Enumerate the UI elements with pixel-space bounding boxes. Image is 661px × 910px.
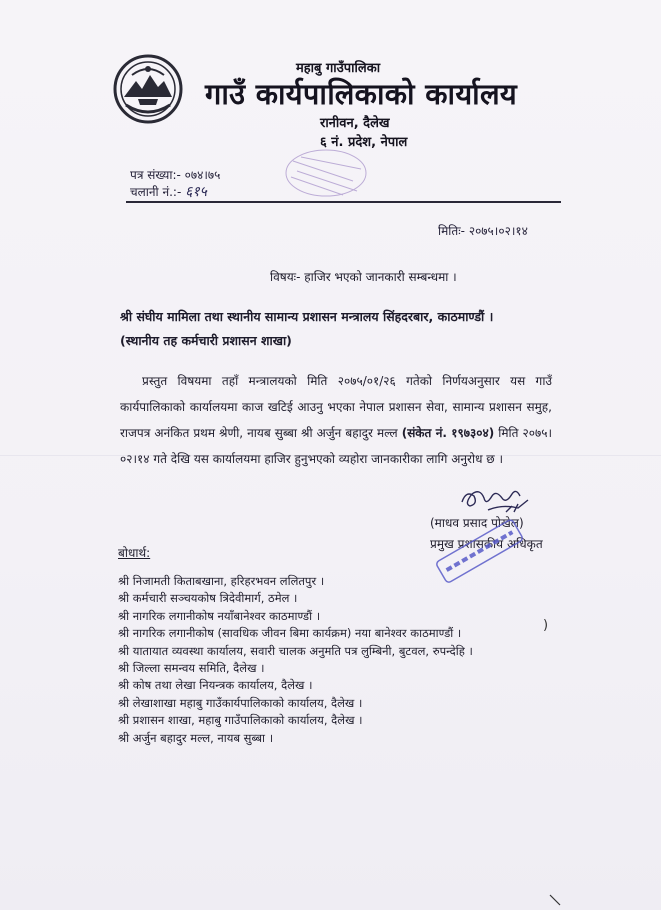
dispatch-number-label: चलानी नं.:- bbox=[130, 185, 182, 199]
addressee-line-1: श्री संघीय मामिला तथा स्थानीय सामान्य प्रशासन मन्त्रालय सिंहदरबार, काठमाण्डौं । bbox=[120, 309, 494, 324]
dispatch-number-value: ६१५ bbox=[185, 184, 207, 200]
cc-item: श्री कर्मचारी सञ्चयकोष त्रिदेवीमार्ग, ठमेल । bbox=[118, 591, 298, 606]
header-divider bbox=[126, 201, 561, 203]
cc-item: श्री कोष तथा लेखा नियन्त्रक कार्यालय, दैलेख । bbox=[118, 678, 313, 693]
subject-label: विषयः- bbox=[270, 270, 301, 284]
body-part-2: मिति २०७५।०२।१४ गते देखि यस कार्यालयमा हाजिर हुनुभएको व्यहोरा जानकारीका लागि अनुरोध छ । bbox=[120, 426, 552, 466]
government-emblem-logo bbox=[112, 53, 184, 125]
reference-numbers bbox=[130, 167, 220, 201]
letter-date bbox=[438, 222, 568, 239]
letter-number-row bbox=[130, 167, 220, 184]
letter-body bbox=[120, 368, 552, 472]
signatory-name: (माधव प्रसाद पोखेल) bbox=[430, 516, 524, 530]
address-line-1: रानीवन, दैलेख bbox=[320, 116, 390, 131]
signatory-designation: प्रमुख प्रशासकीय अधिकृत bbox=[430, 537, 543, 551]
subject-text: हाजिर भएको जानकारी सम्बन्धमा । bbox=[304, 270, 457, 284]
stray-bracket-mark: ) bbox=[543, 618, 549, 633]
office-title: गाउँ कार्यपालिकाको कार्यालय bbox=[205, 77, 518, 111]
addressee-block bbox=[120, 305, 550, 353]
corner-pen-mark bbox=[548, 893, 562, 907]
letter-number-value: ०७४।७५ bbox=[184, 168, 221, 182]
date-value: २०७५।०२।१४ bbox=[468, 224, 528, 238]
cc-item: श्री नागरिक लगानीकोष (सावधिक जीवन बिमा कार्यक्रम) नया बानेश्वर काठमाण्डौं । bbox=[118, 626, 462, 641]
dispatch-number-row bbox=[130, 184, 220, 201]
body-code: (संकेत नं. १९७३०४) bbox=[401, 426, 495, 440]
cc-item: श्री जिल्ला समन्वय समिति, दैलेख । bbox=[118, 661, 265, 676]
cc-item: श्री प्रशासन शाखा, महाबु गाउँपालिकाको कार्यालय, दैलेख । bbox=[118, 713, 363, 728]
cc-label: बोधार्थ: bbox=[118, 546, 151, 560]
cc-item: श्री लेखाशाखा महाबु गाउँकार्यपालिकाको कार्यालय, दैलेख । bbox=[118, 695, 363, 710]
addressee-line-2: (स्थानीय तह कर्मचारी प्रशासन शाखा) bbox=[120, 333, 292, 348]
cc-recipient-list bbox=[118, 573, 538, 747]
subject-line bbox=[270, 268, 520, 285]
cc-item: श्री नागरिक लगानीकोष नयाँबानेश्वर काठमाण्डौं । bbox=[118, 608, 321, 623]
cc-item: श्री अर्जुन बहादुर मल्ल, नायब सुब्बा । bbox=[118, 730, 274, 745]
date-label: मितिः- bbox=[438, 224, 465, 238]
cc-item: श्री यातायात व्यवस्था कार्यालय, सवारी चालक अनुमति पत्र लुम्बिनी, बुटवल, रुपन्देहि । bbox=[118, 643, 473, 658]
letter-number-label: पत्र संख्या:- bbox=[130, 168, 181, 182]
body-part-1: प्रस्तुत विषयमा तहाँ मन्त्रालयको मिति २०७५/०१/२६ गतेको निर्णयअनुसार यस गाउँ कार्यपालिकाको कार्यालयमा काज खटिई आउनु भएका नेपाल प्रशासन सेवा, सामान्य प्रशासन समुह, राजपत्र अनंकित प्रथम श्रेणी, नायब सुब्बा श्री अर्जुन बहादुर मल्ल bbox=[120, 374, 552, 440]
municipality-name: महाबु गाउँपालिका bbox=[296, 61, 381, 76]
cc-item: श्री निजामती किताबखाना, हरिहरभवन ललितपुर । bbox=[118, 574, 325, 588]
registration-stamp bbox=[283, 147, 369, 199]
address-line-2: ६ नं. प्रदेश, नेपाल bbox=[320, 135, 408, 150]
